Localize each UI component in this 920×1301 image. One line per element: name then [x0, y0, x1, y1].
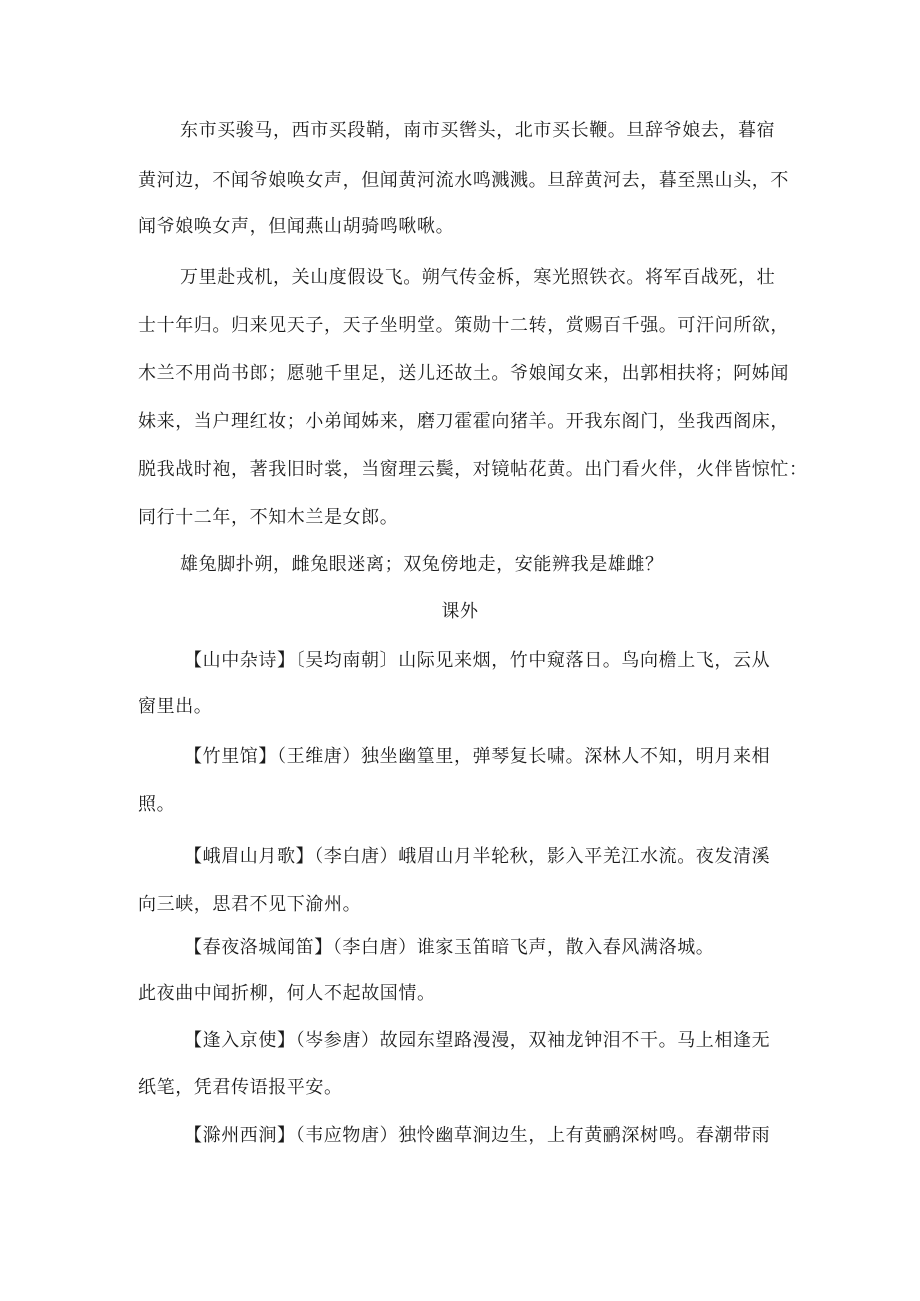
text-line: 脱我战时袍，著我旧时裳，当窗理云鬓，对镜帖花黄。出门看火伴，火伴皆惊忙：	[138, 459, 808, 480]
text-line: 同行十二年，不知木兰是女郎。	[138, 507, 399, 528]
text-line: 万里赴戎机，关山度假设飞。朔气传金柝，寒光照铁衣。将军百战死，壮	[180, 267, 776, 288]
poem-line: 【逢入京使】（岑参唐）故园东望路漫漫，双袖龙钟泪不干。马上相逢无	[184, 1030, 771, 1051]
text-line: 妹来，当户理红妆；小弟闻姊来，磨刀霍霍向猪羊。开我东阁门，坐我西阁床，	[138, 411, 789, 432]
text-line: 木兰不用尚书郎；愿驰千里足，送儿还故土。爷娘闻女来，出郭相扶将；阿姊闻	[138, 363, 789, 384]
poem-line: 【滁州西涧】（韦应物唐）独怜幽草涧边生，上有黄鹂深树鸣。春潮带雨	[184, 1125, 771, 1146]
text-line: 东市买骏马，西市买段鞘，南市买辔头，北市买长鞭。旦辞爷娘去，暮宿	[180, 120, 776, 141]
poem-line: 此夜曲中闻折柳，何人不起故国情。	[138, 983, 436, 1004]
poem-line: 纸笔，凭君传语报平安。	[138, 1077, 343, 1098]
poem-line: 【峨眉山月歌】（李白唐）峨眉山月半轮秋，影入平羌江水流。夜发清溪	[184, 846, 771, 867]
poem-line: 窗里出。	[138, 696, 213, 717]
text-line: 闻爷娘唤女声，但闻燕山胡骑鸣啾啾。	[138, 216, 455, 237]
section-title: 课外	[441, 601, 479, 622]
poem-line: 【竹里馆】（王维唐）独坐幽篁里，弹琴复长啸。深林人不知，明月来相	[184, 746, 771, 767]
poem-line: 【山中杂诗】〔吴均南朝〕山际见来烟，竹中窥落日。鸟向檐上飞，云从	[184, 650, 771, 671]
text-line: 士十年归。归来见天子，天子坐明堂。策勋十二转，赏赐百千强。可汗问所欲，	[138, 315, 789, 336]
poem-line: 照。	[138, 794, 176, 815]
text-line: 雄兔脚扑朔，雌兔眼迷离；双兔傍地走，安能辨我是雄雌？	[180, 554, 664, 575]
poem-line: 向三峡，思君不见下渝州。	[138, 894, 362, 915]
text-line: 黄河边，不闻爷娘唤女声，但闻黄河流水鸣溅溅。旦辞黄河去，暮至黑山头，不	[138, 170, 789, 191]
poem-line: 【春夜洛城闻笛】（李白唐）谁家玉笛暗飞声，散入春风满洛城。	[184, 937, 715, 958]
